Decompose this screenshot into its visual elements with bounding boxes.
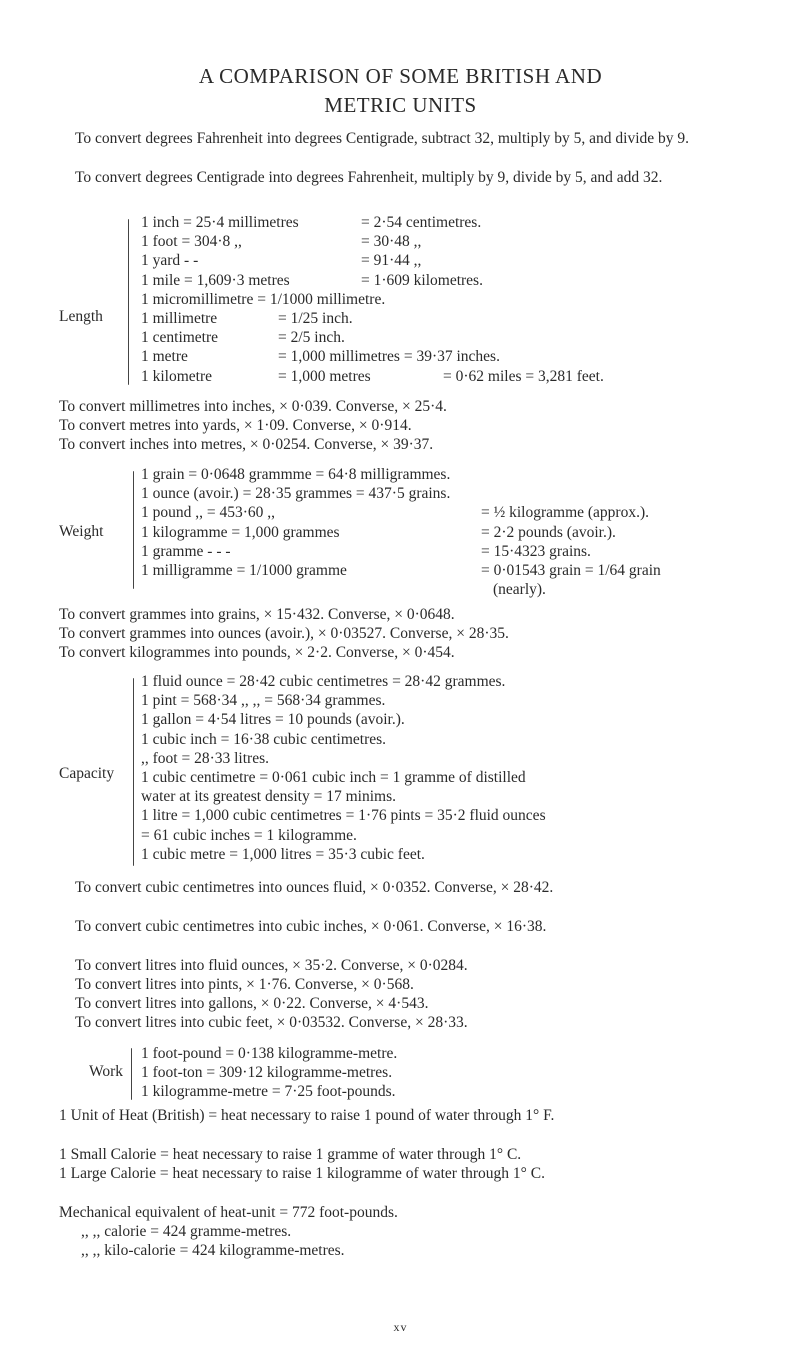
capacity-convert-4: To convert litres into pints, × 1·76. Converse, × 0·568. xyxy=(75,976,414,993)
weight-row: 1 kilogramme = 1,000 grammes = 2·2 pounds (avoir.). xyxy=(141,523,616,541)
capacity-row: 1 pint = 568·34 ,, ,, = 568·34 grammes. xyxy=(141,692,386,710)
length-brace xyxy=(128,219,129,385)
capacity-row: 1 gallon = 4·54 litres = 10 pounds (avoir.). xyxy=(141,711,405,729)
length-row: 1 inch = 25·4 millimetres = 2·54 centimetres. xyxy=(141,214,482,231)
work-row: 1 foot-ton = 309·12 kilogramme-metres. xyxy=(141,1064,393,1082)
length-row: 1 millimetre = 1/25 inch. xyxy=(141,309,353,327)
capacity-row: 1 fluid ounce = 28·42 cubic centimetres = 28·42 grammes. xyxy=(141,673,506,690)
length-table xyxy=(59,213,779,389)
capacity-row: 1 litre = 1,000 cubic centimetres = 1·76 pints = 35·2 fluid ounces xyxy=(141,807,546,825)
capacity-convert-5: To convert litres into gallons, × 0·22. Converse, × 4·543. xyxy=(75,995,429,1012)
work-row: 1 kilogramme-metre = 7·25 foot-pounds. xyxy=(141,1083,396,1101)
heat-mech-equiv-2: ,, ,, calorie = 424 gramme-metres. xyxy=(81,1223,292,1240)
intro-fahrenheit: To convert degrees Fahrenheit into degrees Centigrade, subtract 32, multiply by 5, and divide by 9. xyxy=(75,130,690,147)
length-row: 1 yard - - = 91·44 ,, xyxy=(141,252,422,270)
work-table xyxy=(59,1044,779,1104)
capacity-convert-1: To convert cubic centimetres into ounces fluid, × 0·0352. Converse, × 28·42. xyxy=(75,879,554,896)
weight-row: 1 pound ,, = 453·60 ,, = ½ kilogramme (approx.). xyxy=(141,504,650,522)
length-row: 1 foot = 304·8 ,, = 30·48 ,, xyxy=(141,233,422,251)
weight-convert-1: To convert grammes into grains, × 15·432. Converse, × 0·0648. xyxy=(59,606,455,623)
work-label: Work xyxy=(89,1063,124,1080)
length-row: 1 mile = 1,609·3 metres = 1·609 kilometres. xyxy=(141,271,483,289)
capacity-row: 1 cubic inch = 16·38 cubic centimetres. xyxy=(141,730,387,748)
length-row: 1 metre = 1,000 millimetres = 39·37 inches. xyxy=(141,348,500,366)
page-title xyxy=(0,62,801,120)
capacity-row: ,, foot = 28·33 litres. xyxy=(141,749,269,767)
title-line-1: A COMPARISON OF SOME BRITISH AND xyxy=(198,64,603,88)
weight-row: 1 gramme - - - = 15·4323 grains. xyxy=(141,542,591,560)
page-number: xv xyxy=(393,1320,408,1334)
weight-row: 1 ounce (avoir.) = 28·35 grammes = 437·5 grains. xyxy=(141,485,451,503)
heat-unit-british: 1 Unit of Heat (British) = heat necessary to raise 1 pound of water through 1° F. xyxy=(59,1107,555,1124)
length-convert-1: To convert millimetres into inches, × 0·039. Converse, × 25·4. xyxy=(59,398,447,415)
heat-mech-equiv-3: ,, ,, kilo-calorie = 424 kilogramme-metres. xyxy=(81,1242,345,1259)
weight-label: Weight xyxy=(59,523,104,540)
heat-large-calorie: 1 Large Calorie = heat necessary to raise 1 kilogramme of water through 1° C. xyxy=(59,1165,545,1182)
length-row: 1 micromillimetre = 1/1000 millimetre. xyxy=(141,290,386,308)
weight-brace xyxy=(133,471,134,589)
capacity-row: 1 cubic metre = 1,000 litres = 35·3 cubic feet. xyxy=(141,845,425,863)
work-row: 1 foot-pound = 0·138 kilogramme-metre. xyxy=(141,1045,398,1062)
weight-row: 1 grain = 0·0648 grammme = 64·8 milligrammes. xyxy=(141,466,451,483)
capacity-convert-6: To convert litres into cubic feet, × 0·03532. Converse, × 28·33. xyxy=(75,1014,468,1031)
intro-centigrade: To convert degrees Centigrade into degrees Fahrenheit, multiply by 9, divide by 5, and add 32. xyxy=(75,169,663,186)
length-row: 1 kilometre = 1,000 metres = 0·62 miles = 3,281 feet. xyxy=(141,367,604,385)
heat-mech-equiv-1: Mechanical equivalent of heat-unit = 772 foot-pounds. xyxy=(59,1204,398,1221)
weight-row: 1 milligramme = 1/1000 gramme = 0·01543 grain = 1/64 grain xyxy=(141,561,661,579)
capacity-label: Capacity xyxy=(59,765,115,782)
heat-small-calorie: 1 Small Calorie = heat necessary to raise 1 gramme of water through 1° C. xyxy=(59,1146,522,1163)
capacity-brace xyxy=(133,678,134,866)
length-label: Length xyxy=(59,308,103,325)
capacity-convert-3: To convert litres into fluid ounces, × 35·2. Converse, × 0·0284. xyxy=(75,957,468,974)
weight-convert-3: To convert kilogrammes into pounds, × 2·2. Converse, × 0·454. xyxy=(59,644,455,661)
capacity-convert-2: To convert cubic centimetres into cubic inches, × 0·061. Converse, × 16·38. xyxy=(75,918,547,935)
length-row: 1 centimetre = 2/5 inch. xyxy=(141,329,345,347)
capacity-table xyxy=(59,672,779,872)
title-line-2: METRIC UNITS xyxy=(324,93,477,117)
capacity-row: water at its greatest density = 17 minims. xyxy=(141,788,396,806)
length-convert-2: To convert metres into yards, × 1·09. Converse, × 0·914. xyxy=(59,417,412,434)
length-convert-3: To convert inches into metres, × 0·0254. Converse, × 39·37. xyxy=(59,436,434,453)
weight-convert-2: To convert grammes into ounces (avoir.), × 0·03527. Converse, × 28·35. xyxy=(59,625,509,642)
weight-row: (nearly). xyxy=(493,581,546,599)
capacity-row: = 61 cubic inches = 1 kilogramme. xyxy=(141,826,357,844)
weight-table xyxy=(59,465,779,603)
work-brace xyxy=(131,1048,132,1100)
capacity-row: 1 cubic centimetre = 0·061 cubic inch = 1 gramme of distilled xyxy=(141,768,526,786)
